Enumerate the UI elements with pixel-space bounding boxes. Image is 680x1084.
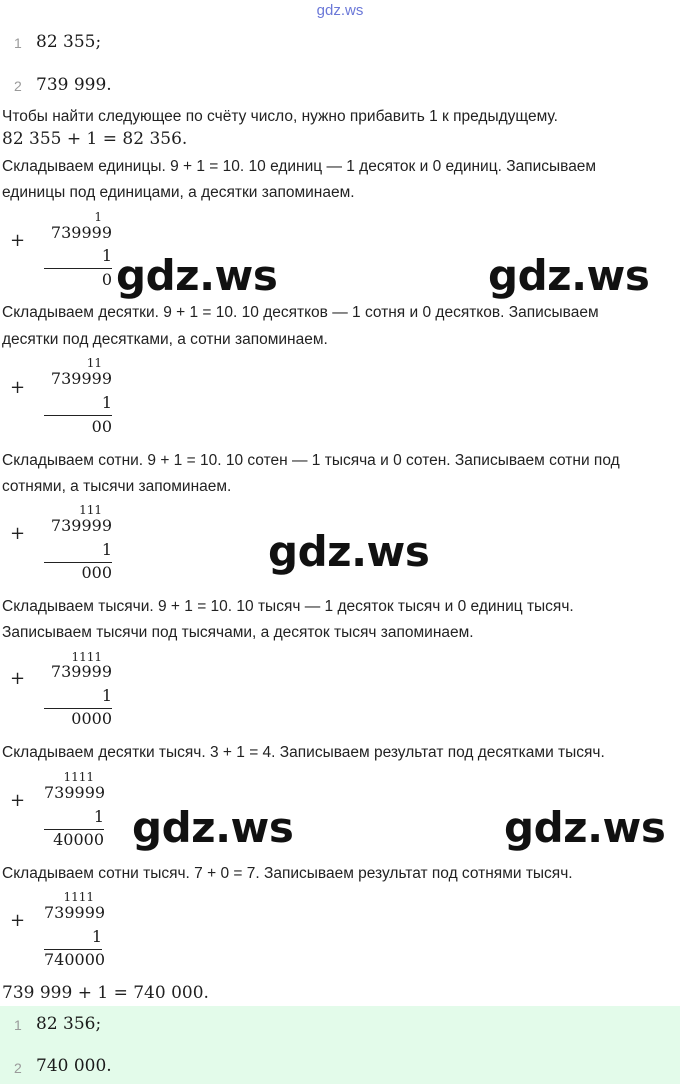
column-result: 740000 bbox=[44, 950, 106, 969]
question-item-value: 82 355; bbox=[36, 32, 102, 52]
step-text-line: Складываем десятки тысяч. 3 + 1 = 4. Записываем результат под десятками тысяч. bbox=[2, 744, 605, 761]
watermark-text: gdz.ws bbox=[504, 803, 666, 852]
watermark-text: gdz.ws bbox=[132, 803, 294, 852]
column-top-number: 739999 bbox=[50, 223, 112, 242]
column-result: 0000 bbox=[71, 709, 112, 728]
step-text-line: единицы под единицами, а десятки запоминаем. bbox=[2, 184, 355, 201]
column-top-number: 739999 bbox=[50, 662, 112, 681]
column-addend: 1 bbox=[93, 807, 104, 826]
carry-digits: 1 bbox=[94, 210, 102, 224]
column-result: 40000 bbox=[53, 830, 104, 849]
column-top-number: 739999 bbox=[50, 369, 112, 388]
column-rule bbox=[44, 415, 112, 416]
question-item-value: 739 999. bbox=[36, 75, 112, 95]
carry-digits: 1111 bbox=[63, 770, 94, 784]
step-text-line: сотнями, а тысячи запоминаем. bbox=[2, 478, 232, 495]
step-text-line: Складываем сотни. 9 + 1 = 10. 10 сотен — 1 тысяча и 0 сотен. Записываем сотни под bbox=[2, 452, 620, 469]
column-addend: 1 bbox=[101, 246, 112, 265]
column-addend: 1 bbox=[101, 393, 112, 412]
question-item-number: 1 bbox=[14, 35, 22, 51]
carry-digits: 1111 bbox=[63, 890, 94, 904]
answer-item-value: 82 356; bbox=[36, 1014, 102, 1034]
final-calculation: 739 999 + 1 = 740 000. bbox=[2, 983, 209, 1003]
column-top-number: 739999 bbox=[44, 783, 106, 802]
answer-item-number: 2 bbox=[14, 1060, 22, 1076]
step-text-line: Складываем тысячи. 9 + 1 = 10. 10 тысяч — 1 десяток тысяч и 0 единиц тысяч. bbox=[2, 598, 574, 615]
column-result: 0 bbox=[101, 270, 112, 289]
plus-sign: + bbox=[10, 910, 26, 931]
column-addend: 1 bbox=[101, 540, 112, 559]
column-top-number: 739999 bbox=[50, 516, 112, 535]
carry-digits: 11 bbox=[86, 356, 102, 370]
watermark-text: gdz.ws bbox=[268, 527, 430, 576]
step-text-line: десятки под десятками, а сотни запоминаем. bbox=[2, 331, 328, 348]
column-addend: 1 bbox=[101, 686, 112, 705]
carry-digits: 1111 bbox=[71, 650, 102, 664]
plus-sign: + bbox=[10, 377, 26, 398]
answer-item-value: 740 000. bbox=[36, 1056, 112, 1076]
step-text-line: Складываем десятки. 9 + 1 = 10. 10 десятков — 1 сотня и 0 десятков. Записываем bbox=[2, 304, 599, 321]
intro-text: Чтобы найти следующее по счёту число, нужно прибавить 1 к предыдущему. bbox=[2, 108, 558, 125]
plus-sign: + bbox=[10, 523, 26, 544]
column-rule bbox=[44, 268, 112, 269]
plus-sign: + bbox=[10, 230, 26, 251]
plus-sign: + bbox=[10, 790, 26, 811]
column-result: 00 bbox=[91, 417, 112, 436]
question-item-number: 2 bbox=[14, 78, 22, 94]
column-result: 000 bbox=[81, 563, 112, 582]
step-text-line: Записываем тысячи под тысячами, а десяток тысяч запоминаем. bbox=[2, 624, 474, 641]
watermark-text: gdz.ws bbox=[488, 251, 650, 300]
column-addend: 1 bbox=[91, 927, 102, 946]
first-calculation: 82 355 + 1 = 82 356. bbox=[2, 129, 188, 149]
site-watermark-top: gdz.ws bbox=[316, 2, 364, 19]
column-top-number: 739999 bbox=[44, 903, 106, 922]
watermark-text: gdz.ws bbox=[116, 251, 278, 300]
answer-item-number: 1 bbox=[14, 1017, 22, 1033]
plus-sign: + bbox=[10, 668, 26, 689]
step-text-line: Складываем сотни тысяч. 7 + 0 = 7. Записываем результат под сотнями тысяч. bbox=[2, 865, 573, 882]
step-text-line: Складываем единицы. 9 + 1 = 10. 10 единиц — 1 десяток и 0 единиц. Записываем bbox=[2, 158, 597, 175]
carry-digits: 111 bbox=[79, 503, 102, 517]
